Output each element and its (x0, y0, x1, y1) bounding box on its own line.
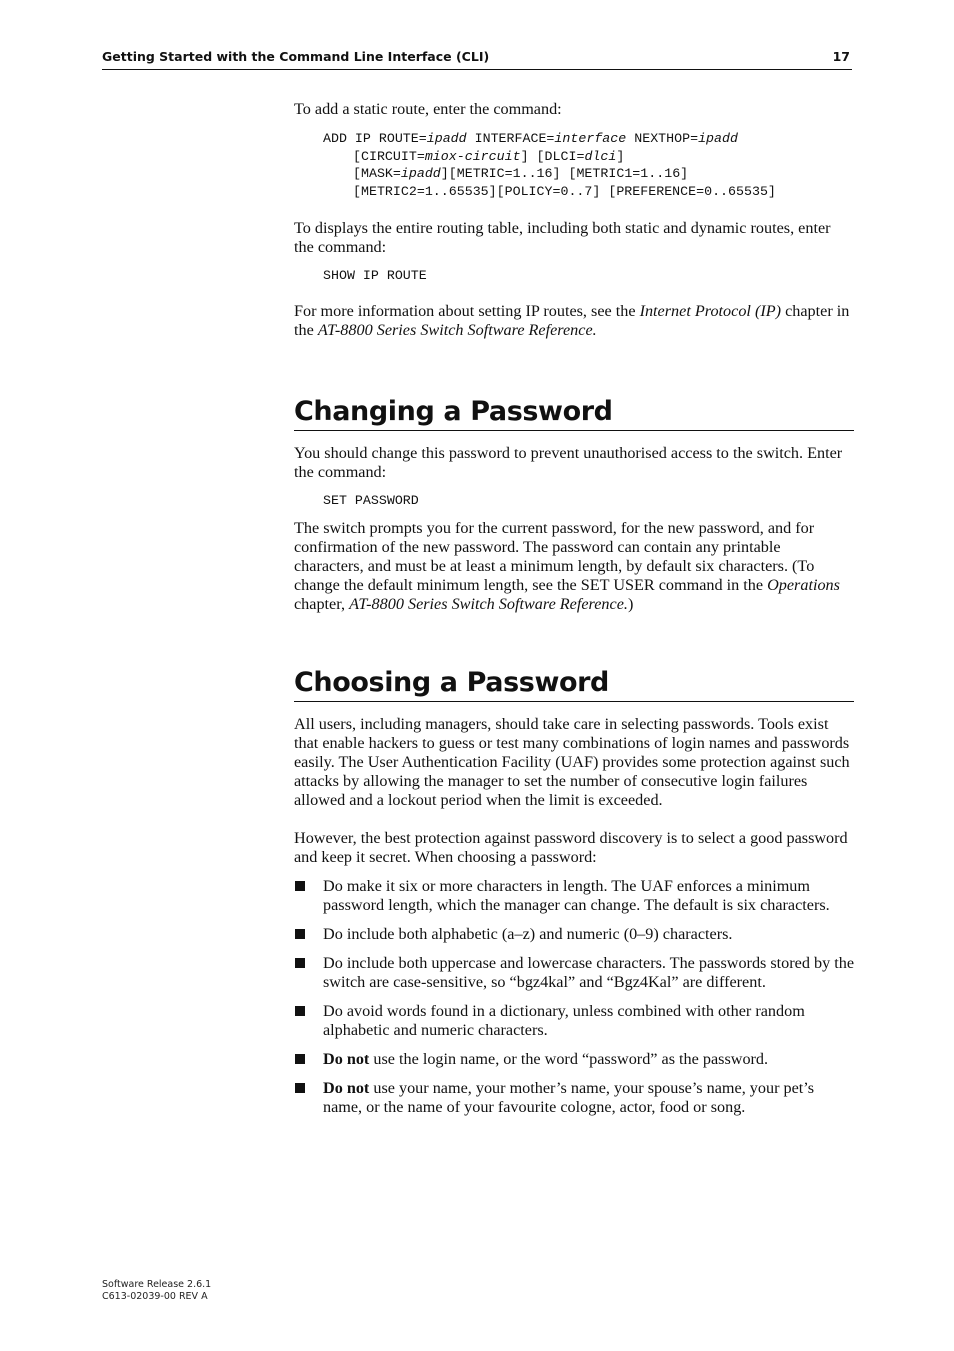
document-id: C613-02039-00 REV A (102, 1291, 208, 1302)
chapter-reference: Operations (767, 576, 840, 595)
page-body (294, 100, 854, 1117)
square-bullet-icon (295, 881, 305, 891)
text: For more information about setting IP routes, see the (294, 301, 640, 320)
code-line-1 (323, 130, 854, 148)
choosing-password-heading: Choosing a Password (294, 666, 854, 702)
page-footer (102, 1279, 211, 1303)
list-item (294, 877, 854, 915)
text: The switch prompts you for the current password, for the new password, and for confirmation of the new password. The password can contain any printable characters, and must be at least a minimum length, by default six characters. (To change the default minimum length, see the SET USER command in the (294, 519, 815, 595)
text: ) (627, 595, 634, 614)
bold-lead: Do not (323, 1050, 370, 1069)
add-ip-route-command (323, 130, 854, 201)
code-param: ipadd (426, 131, 467, 146)
changing-password-intro: You should change this password to prevent unauthorised access to the switch. Enter the command: (294, 443, 843, 481)
text: chapter, (294, 595, 350, 614)
changing-password-heading: Changing a Password (294, 395, 854, 431)
list-item-text: use the login name, or the word “password” as the password. (369, 1050, 769, 1069)
list-item (294, 1002, 854, 1040)
bold-lead: Do not (323, 1079, 370, 1098)
more-info-paragraph (294, 302, 854, 340)
code-text: INTERFACE= (466, 131, 555, 146)
changing-password-paragraph (294, 519, 854, 614)
square-bullet-icon (295, 1054, 305, 1064)
code-text: [CIRCUIT= (353, 148, 425, 164)
code-param: miox-circuit (424, 148, 521, 164)
code-text: [MASK= (353, 166, 401, 182)
code-param: ipadd (400, 166, 441, 182)
password-guidelines-list (294, 877, 854, 1117)
code-param: interface (554, 131, 627, 146)
list-item (294, 1050, 854, 1069)
list-item-text: Do include both uppercase and lowercase characters. The passwords stored by the switch are case-sensitive, so “bgz4kal” and “Bgz4Kal” are different. (323, 954, 855, 992)
choosing-password-paragraph-2: However, the best protection against password discovery is to select a good password and keep it secret. When choosing a password: (294, 829, 848, 867)
code-param: dlci (584, 148, 617, 164)
list-item-text: Do make it six or more characters in length. The UAF enforces a minimum password length, which the manager can change. The default is six characters. (323, 877, 830, 915)
code-text: ] [DLCI= (520, 148, 585, 164)
code-param: ipadd (698, 131, 738, 146)
header-title: Getting Started with the Command Line Interface (CLI) (102, 49, 490, 64)
chapter-reference: Internet Protocol (IP) (639, 301, 782, 320)
book-reference: AT-8800 Series Switch Software Reference. (349, 595, 628, 614)
display-route-intro: To displays the entire routing table, including both static and dynamic routes, enter the command: (294, 218, 831, 256)
code-text: ][METRIC=1..16] [METRIC1=1..16] (440, 166, 689, 182)
running-header (102, 47, 852, 70)
software-release: Software Release 2.6.1 (102, 1279, 212, 1290)
list-item (294, 1079, 854, 1117)
code-line-4: [METRIC2=1..65535][POLICY=0..7] [PREFERENCE=0..65535] (353, 184, 776, 200)
code-line-2 (323, 148, 854, 166)
list-item-text: Do avoid words found in a dictionary, unless combined with other random alphabetic and numeric characters. (323, 1002, 805, 1040)
code-text: ] (616, 148, 625, 164)
square-bullet-icon (295, 1006, 305, 1016)
square-bullet-icon (295, 1083, 305, 1093)
page-number: 17 (832, 49, 850, 64)
code-text: ADD IP ROUTE= (323, 131, 427, 146)
list-item (294, 925, 854, 944)
square-bullet-icon (295, 958, 305, 968)
code-line-3 (323, 165, 854, 183)
code-text: NEXTHOP= (626, 131, 699, 146)
set-password-command: SET PASSWORD (323, 492, 419, 508)
show-ip-route-command: SHOW IP ROUTE (323, 267, 427, 283)
choosing-password-paragraph-1: All users, including managers, should take care in selecting passwords. Tools exist that enable hackers to guess or test many combinations of login names and passwords easily. The User Authentication Facility (UAF) provides some protection against such attacks by allowing the manager to set the number of consecutive login failures allowed and a lockout period when the limit is exceeded. (294, 715, 850, 810)
list-item (294, 954, 854, 992)
list-item-text: Do include both alphabetic (a–z) and numeric (0–9) characters. (323, 925, 733, 944)
text: chapter in the (294, 301, 850, 339)
book-reference: AT-8800 Series Switch Software Reference. (317, 320, 597, 339)
square-bullet-icon (295, 929, 305, 939)
static-route-intro: To add a static route, enter the command: (294, 100, 562, 118)
list-item-text: use your name, your mother’s name, your spouse’s name, your pet’s name, or the name of your favourite cologne, actor, food or song. (323, 1079, 815, 1117)
